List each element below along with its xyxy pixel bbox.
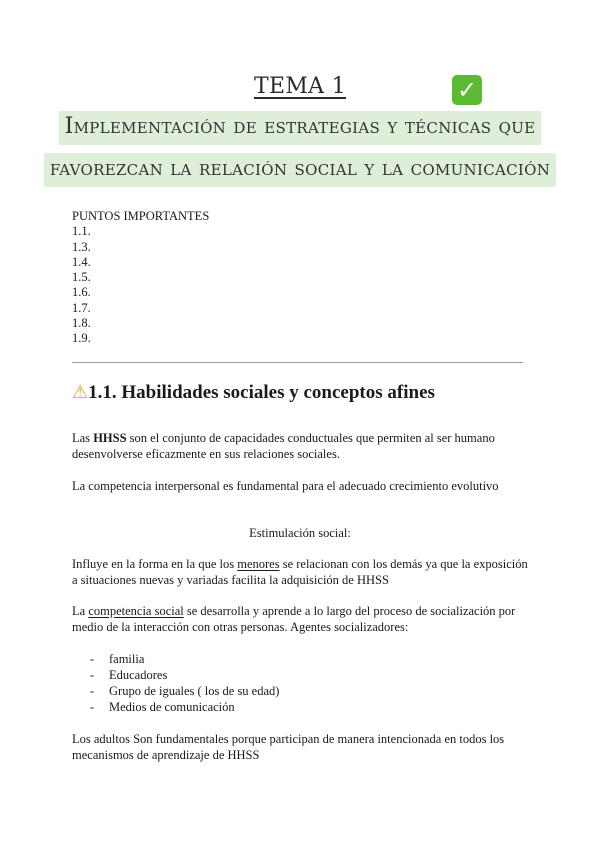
title-line-2 xyxy=(0,156,600,181)
agent-label: familia xyxy=(109,652,145,666)
check-mark-button-icon: ✓ xyxy=(452,75,482,105)
paragraph-adults: Los adultos Son fundamentales porque participan de manera intencionada en todos los mecanismos de aprendizaje de HHSS xyxy=(72,732,505,762)
paragraph-influence xyxy=(72,556,532,588)
key-point-item: 1.1. xyxy=(72,224,91,239)
text: son el conjunto de capacidades conductuales que permiten al ser humano desenvolverse eficazmente en sus relaciones sociales. xyxy=(72,431,495,461)
list-item xyxy=(90,699,279,715)
list-item xyxy=(90,683,279,699)
agent-label: Educadores xyxy=(109,668,168,682)
topic-title: TEMA 1 xyxy=(254,74,346,99)
paragraph-interpersonal-competence: La competencia interpersonal es fundamental para el adecuado crecimiento evolutivo xyxy=(72,479,499,493)
key-points-heading: PUNTOS IMPORTANTES xyxy=(72,209,210,223)
horizontal-divider xyxy=(72,362,523,363)
key-point-item: 1.8. xyxy=(72,316,91,331)
list-item xyxy=(90,667,279,683)
title-line-1 xyxy=(0,114,600,139)
section-title: 1.1. Habilidades sociales y conceptos afines xyxy=(88,382,435,403)
key-point-item: 1.6. xyxy=(72,285,91,300)
socializing-agents-list xyxy=(90,651,279,715)
key-point-item: 1.4. xyxy=(72,254,91,269)
text: se relacionan con los demás ya que la exposición a situaciones nuevas y variadas facilita la adquisición de HHSS xyxy=(72,557,528,587)
key-point-item: 1.7. xyxy=(72,300,91,315)
paragraph-hhss-definition xyxy=(72,430,532,462)
underlined-term: menores xyxy=(237,557,280,571)
agent-label: Medios de comunicación xyxy=(109,700,235,714)
warning-icon: ⚠ xyxy=(72,382,89,403)
title-line-2-text: favorezcan la relación social y la comunicación xyxy=(44,153,556,187)
bullet-dash: - xyxy=(90,652,95,666)
paragraph-social-competence xyxy=(72,603,532,635)
text: La xyxy=(72,604,89,618)
key-point-item: 1.5. xyxy=(72,270,91,285)
key-point-item: 1.9. xyxy=(72,331,91,346)
text: se desarrolla y aprende a lo largo del proceso de socialización por medio de la interacción con otras personas. Agentes socializadores: xyxy=(72,604,516,634)
title-line-1-text: Implementación de estrategias y técnicas que xyxy=(59,111,542,145)
text: Las xyxy=(72,431,94,445)
list-item xyxy=(90,651,279,667)
key-points-list xyxy=(72,209,209,347)
underlined-term: competencia social xyxy=(88,604,184,618)
agent-label: Grupo de iguales ( los de su edad) xyxy=(109,684,280,698)
hhss-term: HHSS xyxy=(93,431,127,445)
key-point-item: 1.3. xyxy=(72,239,91,254)
bullet-dash: - xyxy=(90,700,95,714)
bullet-dash: - xyxy=(90,668,95,682)
section-heading xyxy=(72,382,435,404)
bullet-dash: - xyxy=(90,684,95,698)
social-stimulation-heading: Estimulación social: xyxy=(249,526,351,540)
text: Influye en la forma en la que los xyxy=(72,557,238,571)
